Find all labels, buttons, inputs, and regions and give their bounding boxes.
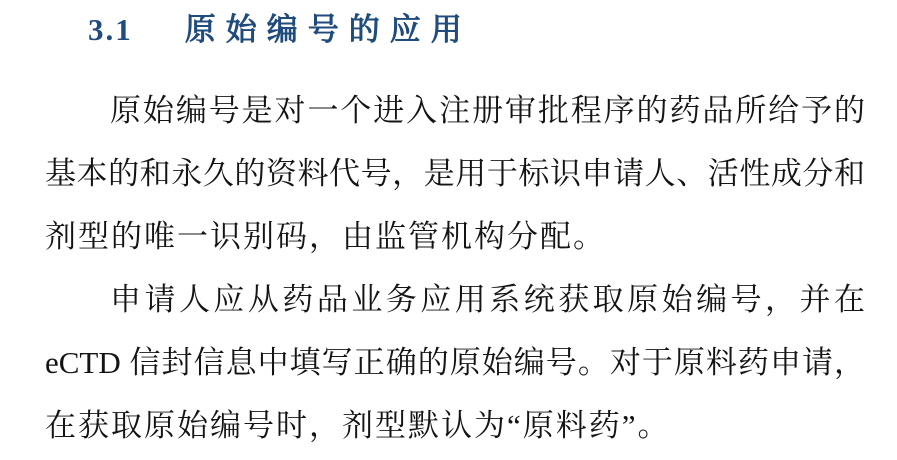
section-number: 3.1 <box>88 12 133 47</box>
paragraph-2 <box>45 268 865 457</box>
section-title: 原始编号的应用 <box>184 12 472 47</box>
paragraph-1 <box>45 79 865 268</box>
text-line: 申请人应从药品业务应用系统获取原始编号，并在 <box>110 282 865 317</box>
text-line: 原始编号是对一个进入注册审批程序的药品所给予的 <box>110 93 865 128</box>
section-heading <box>88 8 472 52</box>
text-line: 基本的和永久的资料代号，是用于标识申请人、活性成分和 <box>45 156 865 191</box>
document-body <box>45 79 865 457</box>
text-line: 在获取原始编号时，剂型默认为“原料药”。 <box>45 408 671 443</box>
text-line: eCTD 信封信息中填写正确的原始编号。对于原料药申请， <box>45 345 865 380</box>
text-line: 剂型的唯一识别码，由监管机构分配。 <box>45 219 606 254</box>
